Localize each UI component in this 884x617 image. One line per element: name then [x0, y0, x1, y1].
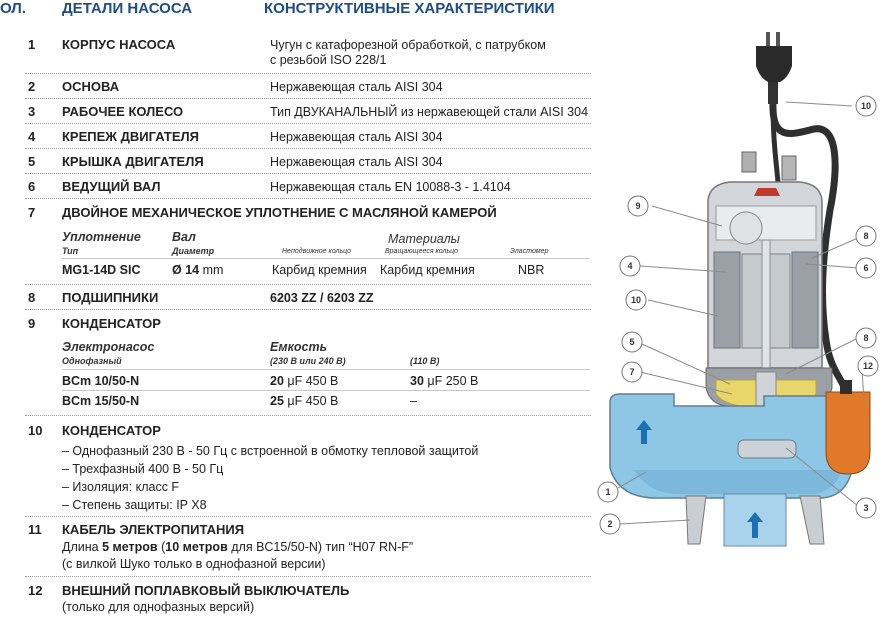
- row-number: 9: [28, 316, 36, 331]
- cable-length-line: [62, 540, 413, 554]
- materials-header: Материалы: [388, 232, 460, 246]
- motor-spec-line: – Однофазный 230 В - 50 Гц с встроенной в обмотку тепловой защитой: [62, 444, 479, 458]
- svg-text:7: 7: [629, 367, 635, 377]
- divider: [62, 258, 590, 259]
- row-number: 6: [28, 179, 36, 194]
- seal-type-value: MG1-14D SIC: [62, 263, 141, 277]
- svg-text:12: 12: [862, 361, 874, 371]
- row-number: 3: [28, 104, 36, 119]
- row-number: 4: [28, 129, 36, 144]
- rotating-ring-material: Карбид кремния: [380, 263, 475, 277]
- cable-text: (: [157, 540, 166, 554]
- cable-length-main: 5 метров: [102, 540, 158, 554]
- rotating-ring-header: Вращающееся кольцо: [385, 248, 459, 255]
- divider: [25, 198, 591, 199]
- svg-text:10: 10: [630, 295, 642, 305]
- fixed-ring-material: Карбид кремния: [272, 263, 367, 277]
- row-part-name: КАБЕЛЬ ЭЛЕКТРОПИТАНИЯ: [62, 522, 245, 537]
- row-value: Нержавеющая сталь AISI 304: [270, 130, 443, 144]
- callout-11: [856, 96, 876, 116]
- capacitance-header: Емкость: [270, 340, 328, 354]
- capacitor-230-value: 25: [270, 394, 284, 408]
- divider: [62, 369, 590, 370]
- svg-text:3: 3: [863, 503, 869, 513]
- divider: [62, 390, 590, 391]
- fixed-ring-header: Неподвижное кольцо: [282, 248, 352, 255]
- callout-6: [856, 258, 876, 278]
- shaft-header: Вал: [172, 230, 196, 244]
- pump-header: Электронасос: [62, 340, 155, 354]
- svg-text:10: 10: [860, 101, 872, 111]
- capacitor-model: BCm 15/50-N: [62, 394, 140, 408]
- divider: [25, 73, 591, 74]
- voltage-110-header: (110 В): [410, 356, 440, 366]
- diameter-header: Диаметр: [172, 246, 215, 256]
- elastomer-header: Эластомер: [510, 248, 549, 255]
- divider: [25, 123, 591, 124]
- callout-2: [600, 514, 620, 534]
- svg-text:2: 2: [607, 519, 613, 529]
- callout-3: [856, 498, 876, 518]
- header-col-parts: ДЕТАЛИ НАСОСА: [62, 0, 193, 17]
- row-part-name: ДВОЙНОЕ МЕХАНИЧЕСКОЕ УПЛОТНЕНИЕ С МАСЛЯНОЙ КАМЕРОЙ: [62, 205, 497, 220]
- voltage-230-header: (230 В или 240 В): [270, 356, 346, 366]
- row-part-name: КОНДЕНСАТОР: [62, 316, 161, 331]
- shaft-diameter-unit: mm: [202, 263, 224, 277]
- divider: [25, 516, 591, 517]
- callout-10: [626, 290, 646, 310]
- header-col-specs: КОНСТРУКТИВНЫЕ ХАРАКТЕРИСТИКИ: [264, 0, 555, 17]
- row-part-name: ПОДШИПНИКИ: [62, 290, 159, 305]
- capacitor-230-unit: μF 450 В: [283, 374, 339, 388]
- svg-text:8: 8: [863, 231, 869, 241]
- cable-type: для BC15/50-N) тип “H07 RN-F”: [227, 540, 414, 554]
- cable-text: Длина: [62, 540, 103, 554]
- cable-length-alt: 10 метров: [165, 540, 228, 554]
- callout-5: [622, 332, 642, 352]
- svg-text:4: 4: [627, 261, 633, 271]
- svg-text:5: 5: [629, 337, 635, 347]
- callout-12: [858, 356, 878, 376]
- row-part-name: ВЕДУЩИЙ ВАЛ: [62, 179, 161, 194]
- callout-1: [598, 482, 618, 502]
- row-part-name: КРЫШКА ДВИГАТЕЛЯ: [62, 154, 204, 169]
- row-value: Чугун с катафорезной обработкой, с патрубком: [270, 38, 546, 52]
- divider: [25, 173, 591, 174]
- float-switch-note: (только для однофазных версий): [62, 600, 255, 614]
- row-value: Нержавеющая сталь EN 10088-3 - 1.4104: [270, 180, 511, 194]
- row-part-name: РАБОЧЕЕ КОЛЕСО: [62, 104, 184, 119]
- capacitor-110-unit: μF 250 В: [423, 374, 479, 388]
- svg-text:8: 8: [863, 333, 869, 343]
- capacitor-model: BCm 10/50-N: [62, 374, 140, 388]
- divider: [25, 148, 591, 149]
- row-number: 10: [28, 423, 43, 438]
- seal-header: Уплотнение: [62, 230, 141, 244]
- row-part-name: ОСНОВА: [62, 79, 120, 94]
- pump-base: [686, 494, 824, 546]
- row-value-cont: с резьбой ISO 228/1: [270, 53, 387, 67]
- motor-spec-line: – Изоляция: класс F: [62, 480, 180, 494]
- row-number: 8: [28, 290, 36, 305]
- row-number: 5: [28, 154, 36, 169]
- row-value: 6203 ZZ / 6203 ZZ: [270, 291, 374, 305]
- callout-7: [622, 362, 642, 382]
- cable-plug-note: (с вилкой Шуко только в однофазной версии): [62, 557, 326, 571]
- capacitor-110-value: –: [410, 394, 417, 408]
- divider: [25, 415, 591, 416]
- row-part-name: КРЕПЕЖ ДВИГАТЕЛЯ: [62, 129, 200, 144]
- single-phase-header: Однофазный: [62, 356, 122, 366]
- svg-text:6: 6: [863, 263, 869, 273]
- divider: [25, 98, 591, 99]
- row-number: 7: [28, 205, 36, 220]
- divider: [25, 576, 591, 577]
- row-number: 11: [28, 522, 42, 537]
- callout-8-bottom: [856, 328, 876, 348]
- pump-cutaway-diagram: [596, 30, 884, 617]
- volute-casing: [610, 394, 852, 498]
- svg-text:1: 1: [605, 487, 611, 497]
- row-value: Нержавеющая сталь AISI 304: [270, 155, 443, 169]
- elastomer-material: NBR: [518, 263, 545, 277]
- shaft-diameter-value: Ø 14: [172, 263, 200, 277]
- row-part-name: КОНДЕНСАТОР: [62, 423, 161, 438]
- row-part-name: ВНЕШНИЙ ПОПЛАВКОВЫЙ ВЫКЛЮЧАТЕЛЬ: [62, 583, 350, 598]
- row-number: 1: [28, 37, 36, 52]
- motor-spec-line: – Степень защиты: IP X8: [62, 498, 207, 512]
- motor-spec-line: – Трехфазный 400 В - 50 Гц: [62, 462, 224, 476]
- divider: [25, 309, 591, 310]
- power-plug-icon: [756, 32, 792, 104]
- svg-text:9: 9: [635, 201, 641, 211]
- header-col-num: ОЛ.: [0, 0, 26, 17]
- type-header: Тип: [62, 246, 79, 256]
- capacitor-110-value: 30: [410, 374, 424, 388]
- capacitor-230-value: 20: [270, 374, 284, 388]
- capacitor-230-unit: μF 450 В: [283, 394, 339, 408]
- motor-housing: [708, 152, 822, 390]
- row-part-name: КОРПУС НАСОСА: [62, 37, 176, 52]
- row-value: Нержавеющая сталь AISI 304: [270, 80, 443, 94]
- callout-4: [620, 256, 640, 276]
- row-value: Тип ДВУКАНАЛЬНЫЙ из нержавеющей стали AISI 304: [270, 105, 589, 119]
- callout-8-top: [856, 226, 876, 246]
- row-number: 2: [28, 79, 36, 94]
- divider: [25, 284, 591, 285]
- row-number: 12: [28, 583, 43, 598]
- callout-9: [628, 196, 648, 216]
